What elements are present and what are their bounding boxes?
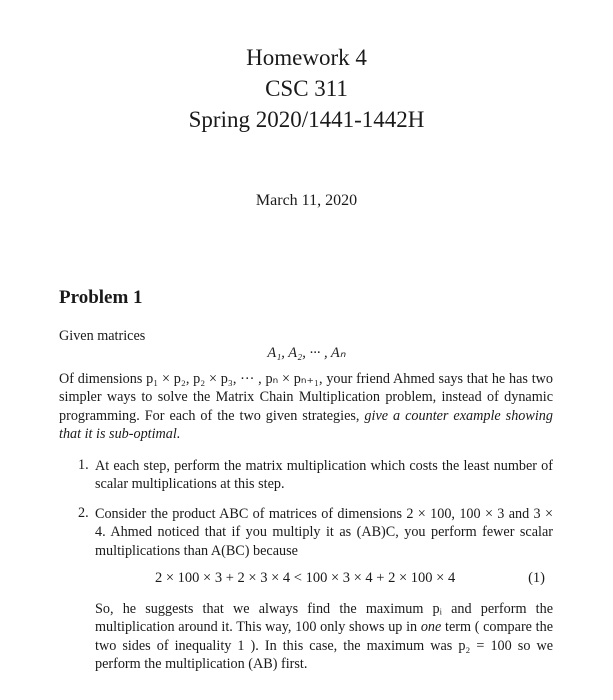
title-line-2: CSC 311 (265, 76, 348, 101)
problem-paragraph-text: Of dimensions p₁ × p₂, p₂ × p₃, ··· , pₙ × pₙ₊₁, your friend Ahmed says that he has two simpler ways to solve the Matrix Chain Multiplication problem, instead of dynamic programming. For each of the two given strategies, (59, 371, 553, 424)
item-1-number: 1. (78, 457, 89, 473)
problem-paragraph (59, 370, 553, 444)
document-title (0, 42, 613, 135)
followup-after: term ( compare the two sides of inequality 1 ). In this case, the maximum was p₂ = 100 so we perform the multiplication (AB) first. (95, 619, 553, 673)
matrix-list: A₁, A₂, ··· , Aₙ (267, 345, 346, 361)
followup-emphasis: one (420, 619, 442, 636)
intro-text: Given matrices (59, 328, 146, 344)
title-line-3: Spring 2020/1441-1442H (188, 107, 425, 132)
problem-heading: Problem 1 (59, 287, 143, 308)
item-2-number: 2. (78, 505, 89, 521)
document-date: March 11, 2020 (255, 192, 358, 209)
item-1-text: At each step, perform the matrix multiplication which costs the least number of scalar multiplications at this step. (95, 458, 553, 493)
item-2-followup (95, 600, 553, 674)
equation-number: (1) (528, 570, 545, 586)
title-line-1: Homework 4 (246, 45, 367, 70)
problem-paragraph-emphasis: give a counter example showing that it is sub-optimal. (59, 407, 553, 443)
item-2-text: Consider the product ABC of matrices of dimensions 2 × 100, 100 × 3 and 3 × 4. Ahmed noticed that if you multiply it as (AB)C, you perform fewer scalar multiplications than A(BC) because (95, 506, 553, 559)
inequality: 2 × 100 × 3 + 2 × 3 × 4 < 100 × 3 × 4 + 2 × 100 × 4 (155, 570, 456, 586)
followup-before: So, he suggests that we always find the maximum pᵢ and perform the multiplication around it. This way, 100 only shows up in (95, 601, 553, 636)
